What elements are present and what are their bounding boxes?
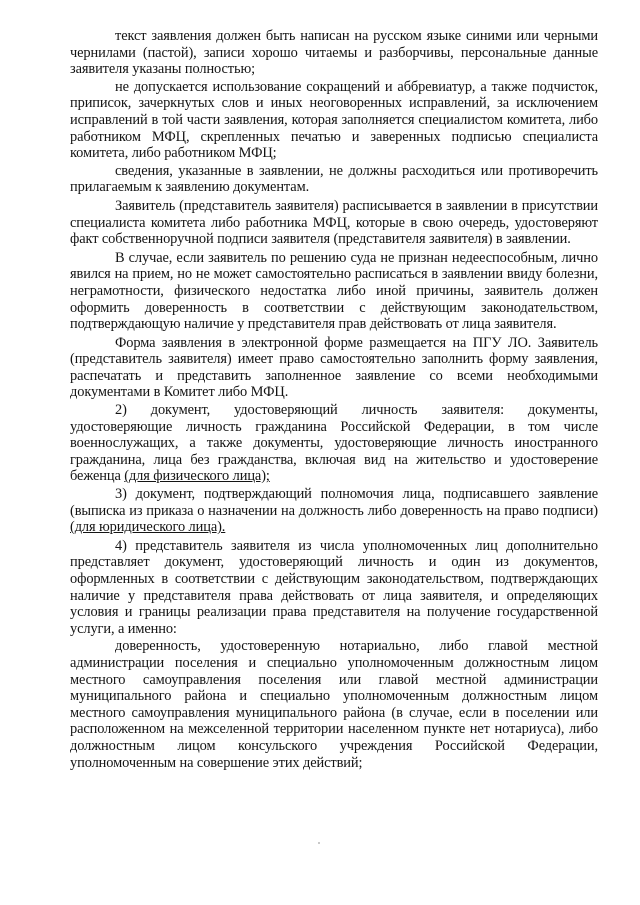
scan-speck — [318, 842, 320, 844]
item-3-underlined-note: (для юридического лица). — [70, 519, 226, 536]
paragraph-no-abbreviations: не допускается использование сокращений и аббревиатур, а также подчисток, приписок, зачеркнутых слов и иных неоговоренных исправлений, за исключением исправлений в той части заявления, которая заполняется специалистом комитета, либо работником МФЦ, скрепленных печатью и заверенных подписью специалиста комитета, либо работником МФЦ; — [70, 78, 598, 162]
item-2-underlined-note: (для физического лица); — [124, 468, 270, 485]
paragraph-incapacity-case: В случае, если заявитель по решению суда не признан недееспособным, лично явился на прием, но не может самостоятельно расписаться в заявлении ввиду болезни, неграмотности, физического недостатка либо иной причины, заявитель должен оформить доверенность в соответствии с действующим законодательством, подтверждающую наличие у представителя прав действовать от лица заявителя. — [70, 249, 598, 333]
paragraph-item-4: 4) представитель заявителя из числа уполномоченных лиц дополнительно представляет документ, удостоверяющий личность и один из документов, оформленных в соответствии с действующим законодательством, подтверждающих наличие у представителя права действовать от лица заявителя, и определяющих условия и границы реализации права представителя на получение государственной услуги, а именно: — [70, 537, 598, 637]
item-3-text: 3) документ, подтверждающий полномочия лица, подписавшего заявление (выписка из приказа о назначении на должность либо доверенность на право подписи) — [70, 486, 598, 519]
item-2-text: 2) документ, удостоверяющий личность заявителя: документы, удостоверяющие личность гражданина Российской Федерации, в том числе военнослужащих, а также документы, удостоверяющие личность иностранного гражданина, лица без гражданства, включая вид на жительство и удостоверение беженца — [70, 402, 598, 485]
paragraph-item-3 — [70, 486, 598, 536]
paragraph-power-of-attorney: доверенность, удостоверенную нотариально, либо главой местной администрации поселения и специально уполномоченным должностным лицом местного самоуправления поселения или главой местной администрации муниципального района и специально уполномоченным должностным лицом местного самоуправления муниципального района (в случае, если в поселении или расположенном на межселенной территории населенном пункте нет нотариуса), либо должностным лицом консульского учреждения Российской Федерации, уполномоченным на совершение этих действий; — [70, 638, 598, 771]
paragraph-consistency: сведения, указанные в заявлении, не должны расходиться или противоречить прилагаемым к заявлению документам. — [70, 162, 598, 196]
document-page — [70, 28, 598, 772]
paragraph-item-2 — [70, 402, 598, 485]
paragraph-signature: Заявитель (представитель заявителя) расписывается в заявлении в присутствии специалиста комитета либо работника МФЦ, которые в свою очередь, удостоверяют факт собственноручной подписи заявителя (представителя заявителя) в заявлении. — [70, 197, 598, 248]
paragraph-electronic-form: Форма заявления в электронной форме размещается на ПГУ ЛО. Заявитель (представитель заявителя) имеет право самостоятельно заполнить форму заявления, распечатать и представить заполненное заявление со всеми необходимыми документами в Комитет либо МФЦ. — [70, 334, 598, 401]
paragraph-text-requirements: текст заявления должен быть написан на русском языке синими или черными чернилами (пастой), записи хорошо читаемы и разборчивы, персональные данные заявителя указаны полностью; — [70, 28, 598, 78]
